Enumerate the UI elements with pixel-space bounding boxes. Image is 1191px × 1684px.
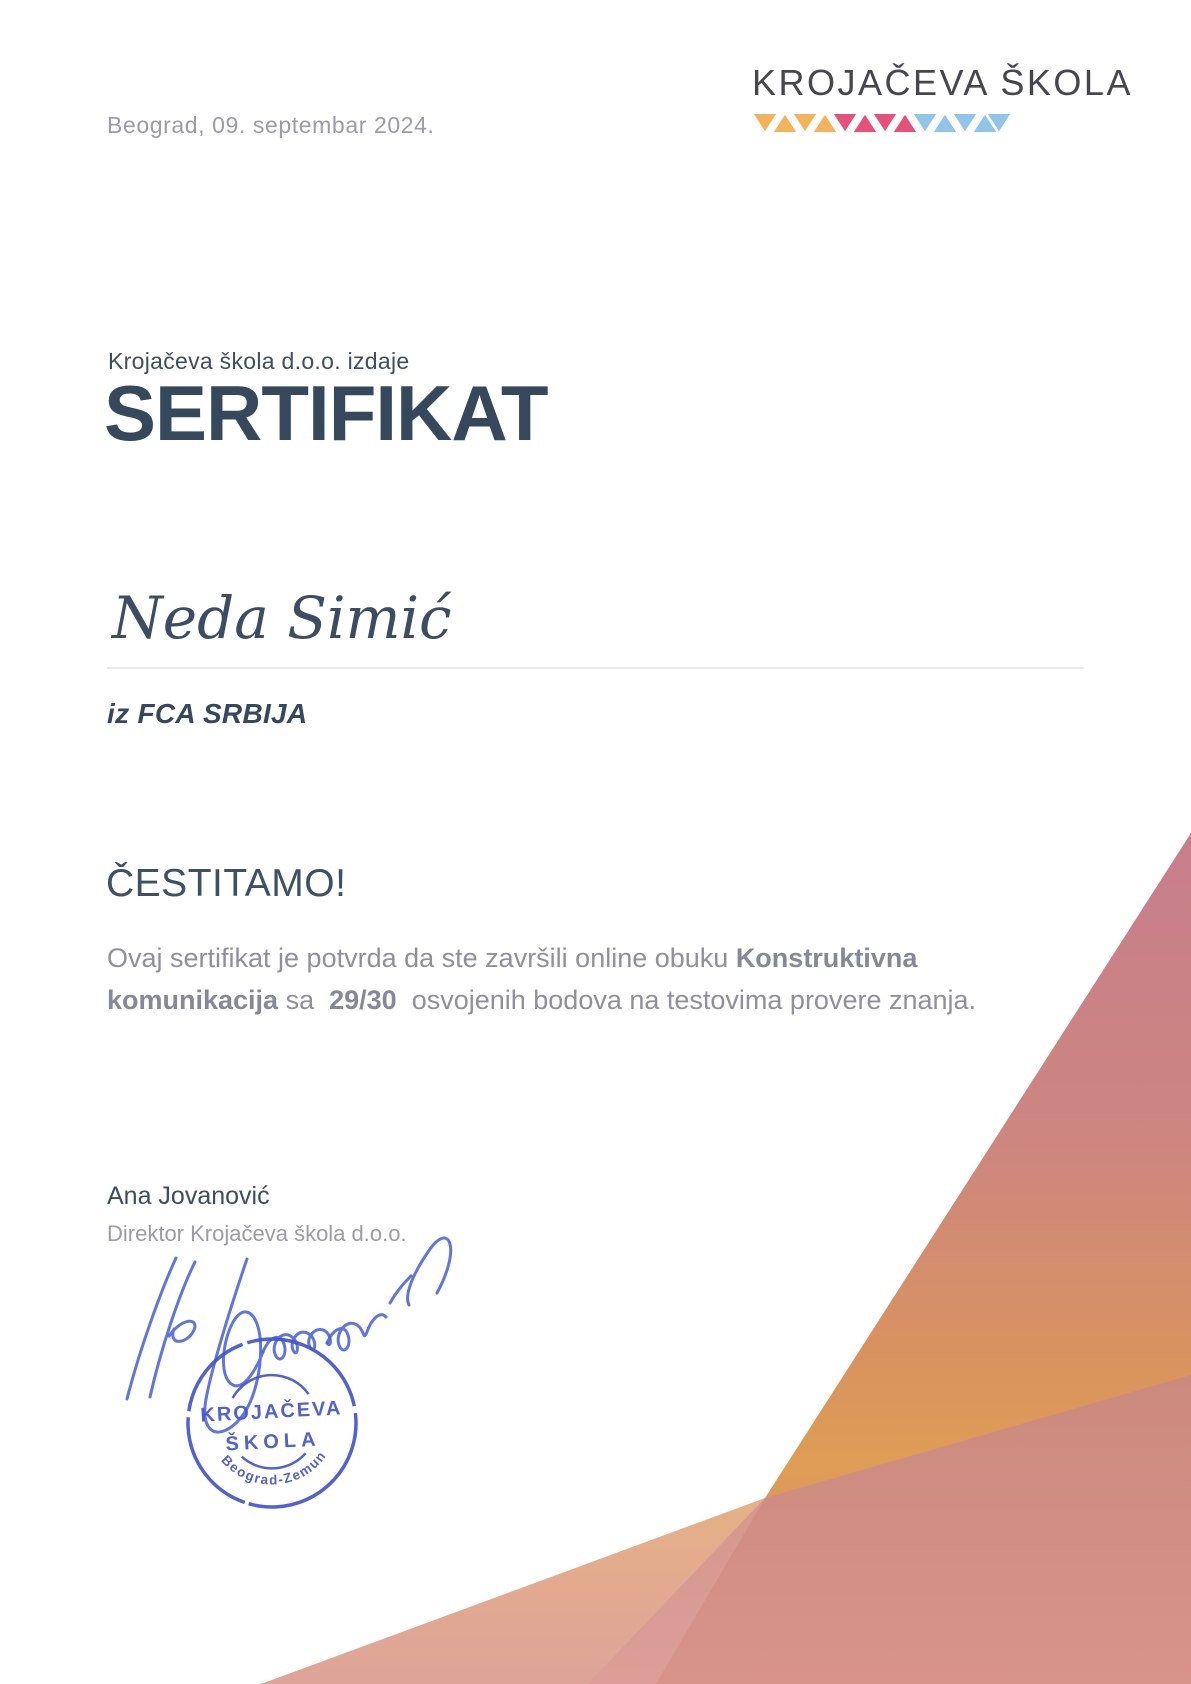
body-part-2: sa [278,984,330,1015]
congrats-heading: ČESTITAMO! [106,862,347,905]
recipient-company: iz FCA SRBIJA [107,698,308,729]
course-name: Konstruktivna komunikacija [107,943,925,1015]
stamp-arc-textpath: Beograd-Zemun [218,1447,330,1488]
signatory-title: Direktor Krojačeva škola d.o.o. [107,1221,407,1246]
issuer-line: Krojačeva škola d.o.o. izdaje [108,348,410,374]
score-value: 29/30 [329,984,397,1015]
stamp-line-2: ŠKOLA [224,1428,322,1456]
name-underline [107,667,1084,669]
date-location: Beograd, 09. septembar 2024. [107,112,435,138]
signatory-name: Ana Jovanović [107,1182,270,1210]
logo-triangles-icon [752,112,1012,134]
logo-text: KROJAČEVA ŠKOLA [752,62,1133,103]
stamp-line-1: KROJAČEVA [199,1397,343,1427]
body-part-1: Ovaj sertifikat je potvrda da ste završili online obuku [107,943,736,973]
certificate-title: SERTIFIKAT [104,369,548,457]
logo [752,62,1133,134]
recipient-name: Neda Simić [112,584,452,652]
body-part-3: osvojenih bodova na testovima provere znanja. [396,984,977,1015]
certificate-body [107,938,1019,1022]
